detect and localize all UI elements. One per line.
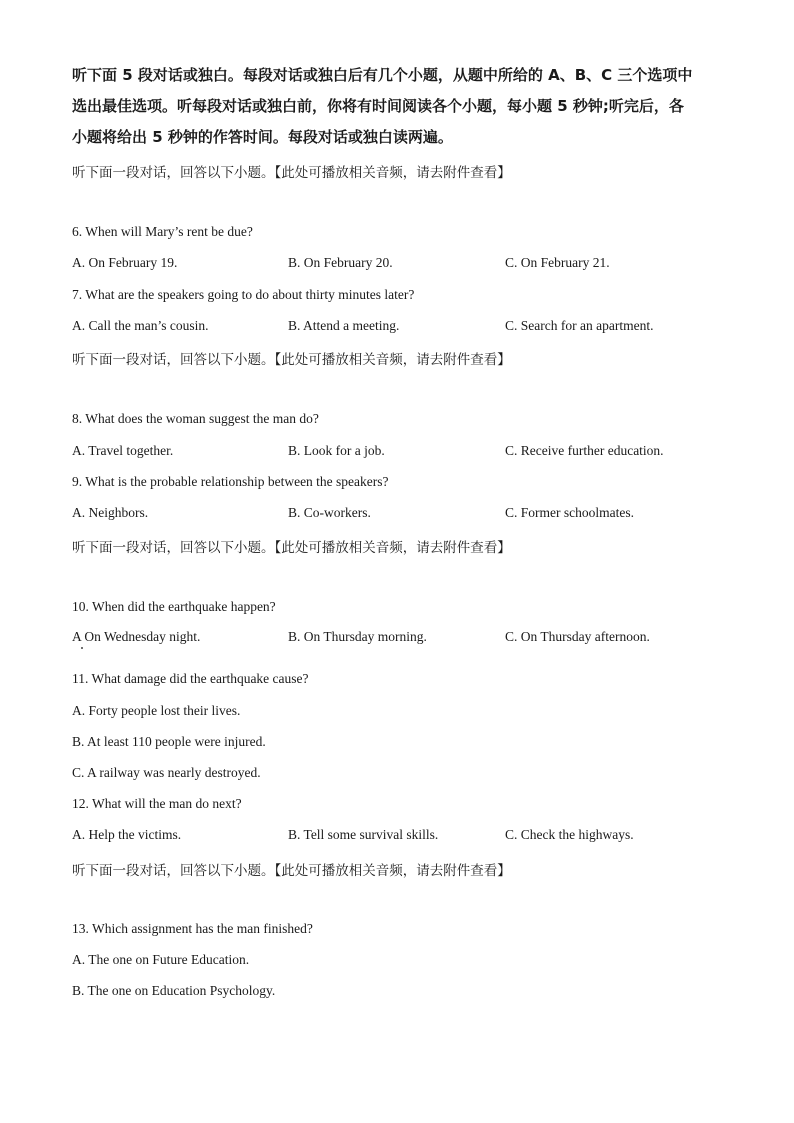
question-8: 8. What does the woman suggest the man do? [72,411,319,426]
question-7: 7. What are the speakers going to do about thirty minutes later? [72,287,415,302]
option-7b: B. Attend a meeting. [288,318,400,333]
option-9a: A. Neighbors. [72,505,149,520]
listen-prompt: 听下面一段对话，回答以下小题。【此处可播放相关音频，请去附件查看】 [72,165,511,181]
option-8b: B. Look for a job. [288,443,385,458]
option-11b: B. At least 110 people were injured. [72,734,266,749]
option-12b: B. Tell some survival skills. [288,827,439,842]
question-12: 12. What will the man do next? [72,796,242,811]
option-8a: A. Travel together. [72,443,174,458]
option-11a: A. Forty people lost their lives. [72,703,241,718]
instruction-line: 小题将给出 5 秒钟的作答时间。每段对话或独白读两遍。 [72,128,453,146]
stray-dot [81,647,83,649]
listen-prompt: 听下面一段对话，回答以下小题。【此处可播放相关音频，请去附件查看】 [72,863,511,879]
instruction-line: 听下面 5 段对话或独白。每段对话或独白后有几个小题，从题中所给的 A、B、C 三个选项中 [72,66,693,84]
option-13b: B. The one on Education Psychology. [72,983,276,998]
option-10b: B. On Thursday morning. [288,629,427,644]
question-11: 11. What damage did the earthquake cause? [72,671,309,686]
option-13a: A. The one on Future Education. [72,952,250,967]
listen-prompt: 听下面一段对话，回答以下小题。【此处可播放相关音频，请去附件查看】 [72,540,511,556]
option-6a: A. On February 19. [72,255,178,270]
option-10c: C. On Thursday afternoon. [505,629,650,644]
option-9c: C. Former schoolmates. [505,505,634,520]
option-10a: A On Wednesday night. [72,629,201,644]
question-10: 10. When did the earthquake happen? [72,599,276,614]
question-6: 6. When will Mary’s rent be due? [72,224,253,239]
option-12c: C. Check the highways. [505,827,634,842]
option-12a: A. Help the victims. [72,827,182,842]
listen-prompt: 听下面一段对话，回答以下小题。【此处可播放相关音频，请去附件查看】 [72,352,511,368]
option-6b: B. On February 20. [288,255,393,270]
option-9b: B. Co-workers. [288,505,371,520]
question-9: 9. What is the probable relationship between the speakers? [72,474,389,489]
instruction-line: 选出最佳选项。听每段对话或独白前，你将有时间阅读各个小题，每小题 5 秒钟;听完后，各 [72,97,684,115]
option-11c: C. A railway was nearly destroyed. [72,765,261,780]
option-8c: C. Receive further education. [505,443,664,458]
option-7c: C. Search for an apartment. [505,318,654,333]
option-7a: A. Call the man’s cousin. [72,318,209,333]
question-13: 13. Which assignment has the man finished? [72,921,313,936]
option-6c: C. On February 21. [505,255,610,270]
section-instructions [72,60,724,153]
